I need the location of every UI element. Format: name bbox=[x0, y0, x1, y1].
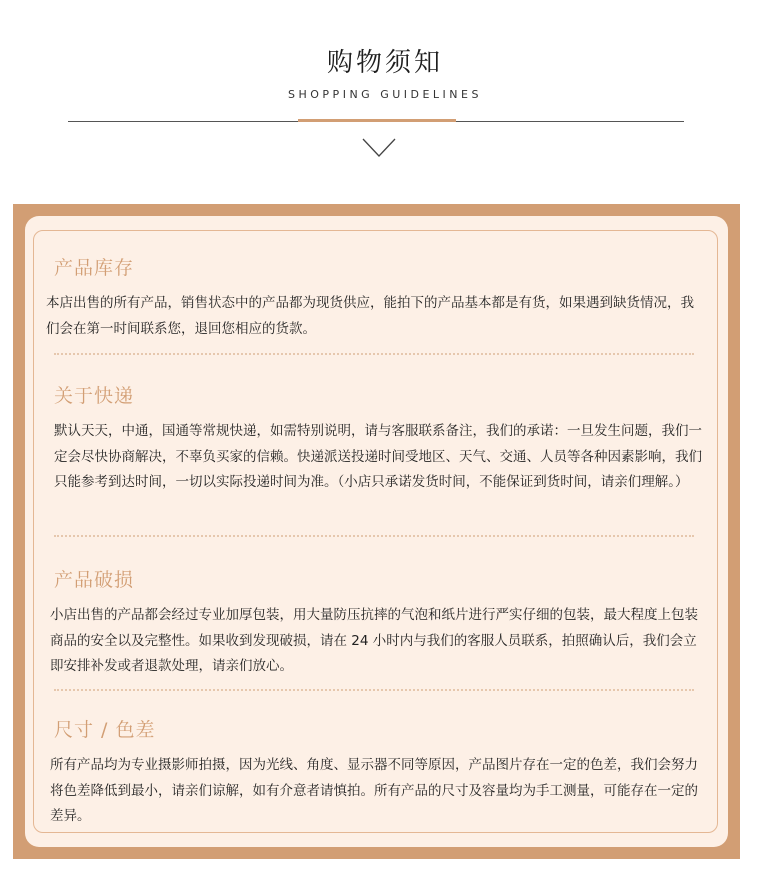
page-title: 购物须知 bbox=[326, 48, 443, 78]
section-divider bbox=[54, 535, 694, 537]
section-title: 关于快递 bbox=[54, 385, 135, 407]
page-header bbox=[0, 0, 770, 170]
section-body: 所有产品均为专业摄影师拍摄，因为光线、角度、显示器不同等原因，产品图片存在一定的色差，我们会努力将色差降低到最小，请亲们谅解，如有介意者请慎拍。所有产品的尺寸及容量均为手工测量，可能存在一定的差异。 bbox=[50, 757, 698, 824]
page-subtitle: SHOPPING GUIDELINES bbox=[288, 88, 482, 101]
guidelines-frame bbox=[33, 230, 718, 833]
chevron-down-icon bbox=[362, 138, 396, 158]
section-body: 默认天天，中通，国通等常规快递，如需特别说明，请与客服联系备注，我们的承诺：一旦发生问题，我们一定会尽快协商解决，不辜负买家的信赖。快递派送投递时间受地区、天气、交通、人员等各种因素影响，我们只能参考到达时间，一切以实际投递时间为准。（小店只承诺发货时间，不能保证到货时间，请亲们理解。） bbox=[54, 423, 702, 490]
section-title: 尺寸 / 色差 bbox=[54, 719, 156, 741]
section-body: 本店出售的所有产品，销售状态中的产品都为现货供应，能拍下的产品基本都是有货，如果遇到缺货情况，我们会在第一时间联系您，退回您相应的货款。 bbox=[46, 295, 694, 337]
section-title: 产品破损 bbox=[54, 569, 135, 591]
guidelines-card bbox=[25, 216, 728, 847]
section-divider bbox=[54, 689, 694, 691]
header-divider-accent bbox=[298, 119, 456, 122]
section-body: 小店出售的产品都会经过专业加厚包装，用大量防压抗摔的气泡和纸片进行严实仔细的包装，最大程度上包装商品的安全以及完整性。如果收到发现破损，请在 24 小时内与我们的客服人员联系，拍照确认后，我们会立即安排补发或者退款处理，请亲们放心。 bbox=[50, 607, 698, 674]
section-divider bbox=[54, 353, 694, 355]
guidelines-panel bbox=[13, 204, 740, 859]
section-title: 产品库存 bbox=[54, 257, 135, 279]
